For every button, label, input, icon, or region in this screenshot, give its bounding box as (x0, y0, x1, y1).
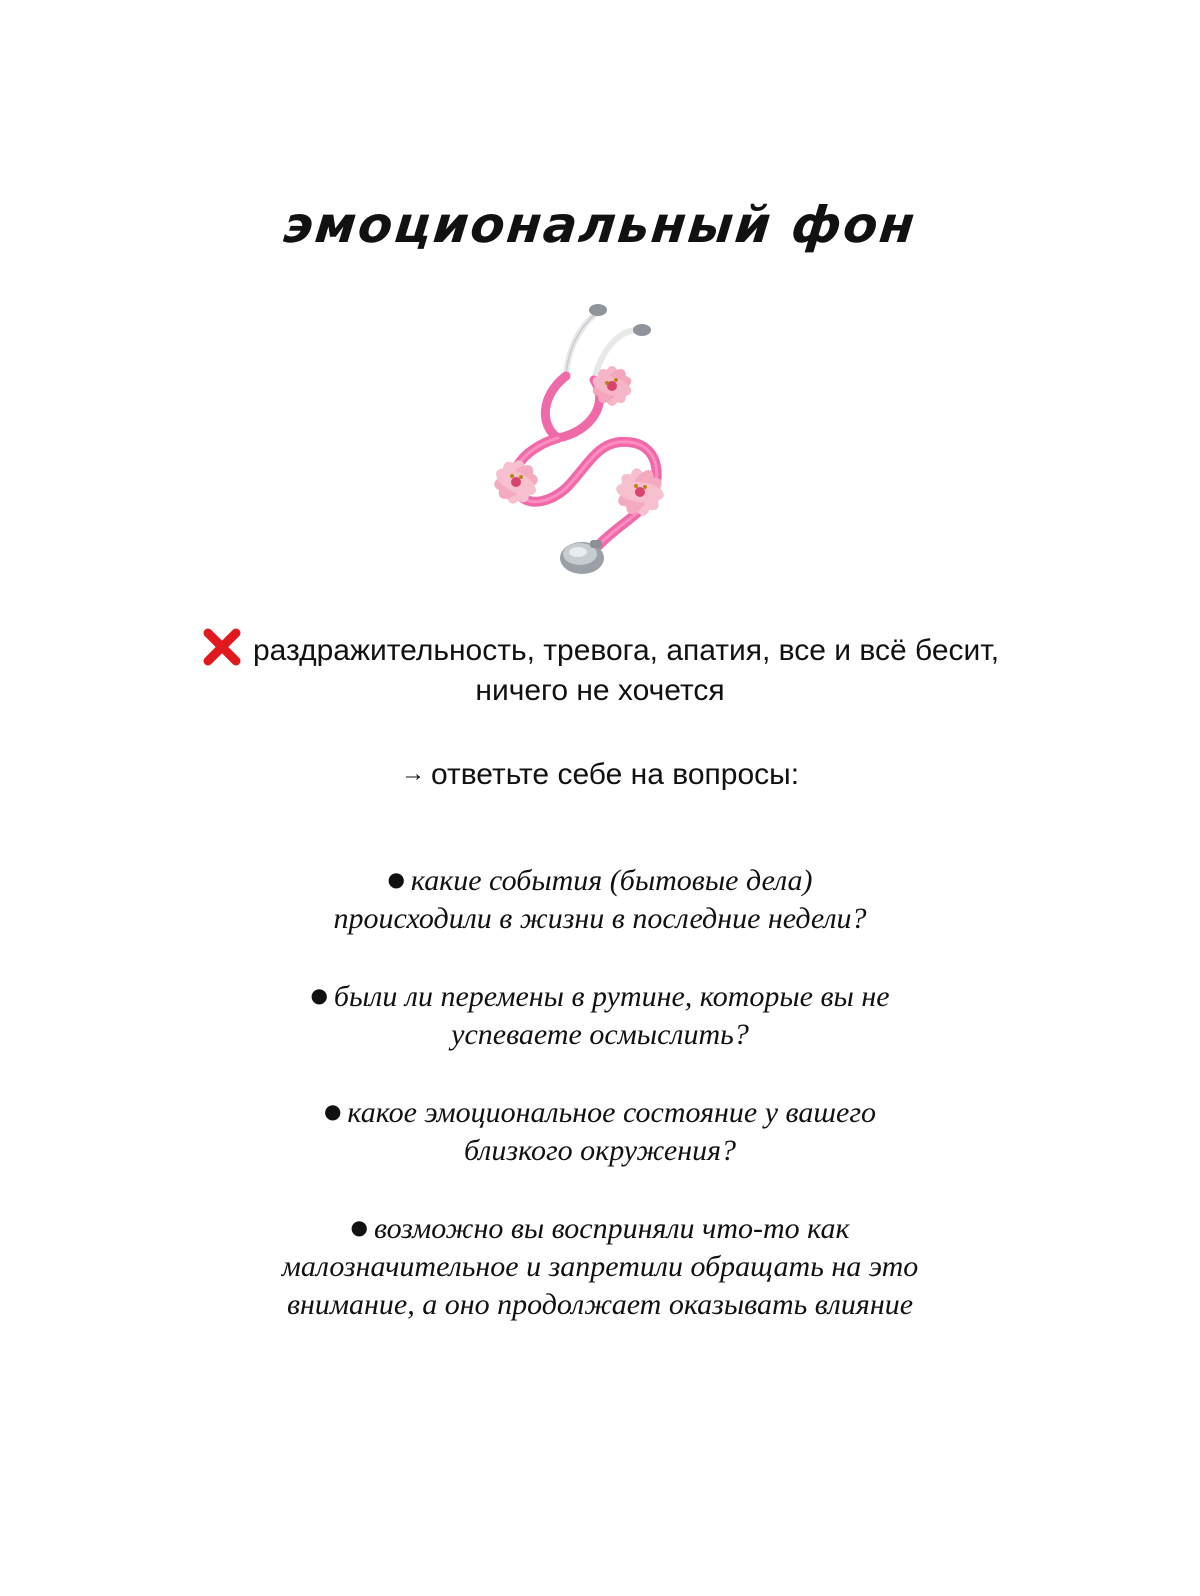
bullet-icon: ● (350, 1215, 368, 1239)
question-text: малозначительное и запретили обращать на это (281, 1250, 919, 1283)
question-item (200, 976, 1000, 1054)
question-line (200, 1208, 1000, 1248)
question-text: происходили в жизни в последние недели? (333, 902, 867, 935)
stethoscope-icon (470, 296, 710, 586)
bullet-icon: ● (323, 1099, 342, 1123)
cross-mark-icon (201, 626, 243, 668)
question-item (200, 1208, 1000, 1324)
symptoms-text-1: раздражительность, тревога, апатия, все и всё бесит, (252, 634, 1000, 667)
question-line (200, 1092, 1000, 1132)
question-item (200, 1092, 1000, 1170)
question-item (200, 860, 1000, 938)
symptoms-text-2: ничего не хочется (475, 674, 725, 707)
symptoms (100, 626, 1100, 711)
question-text: возможно вы восприняли что-то как (373, 1212, 850, 1245)
prompt (0, 754, 1200, 795)
prompt-text: ответьте себе на вопросы: (430, 758, 800, 791)
question-text: внимание, а оно продолжает оказывать влияние (286, 1288, 914, 1321)
bullet-icon: ● (310, 983, 328, 1007)
question-text: близкого окружения? (463, 1134, 737, 1167)
question-line (200, 976, 1000, 1016)
symptoms-line-1 (100, 626, 1100, 671)
page-title: эмоциональный фон (280, 196, 920, 254)
question-text: были ли перемены в рутине, которые вы не (333, 980, 890, 1013)
bullet-icon: ● (387, 867, 405, 891)
arrow-right-icon: → (400, 760, 425, 787)
question-text: какие события (бытовые дела) (410, 864, 813, 897)
question-text: какое эмоциональное состояние у вашего (347, 1096, 877, 1129)
questions-list (200, 860, 1000, 1362)
question-text: успеваете осмыслить? (451, 1018, 749, 1051)
question-line (200, 860, 1000, 900)
